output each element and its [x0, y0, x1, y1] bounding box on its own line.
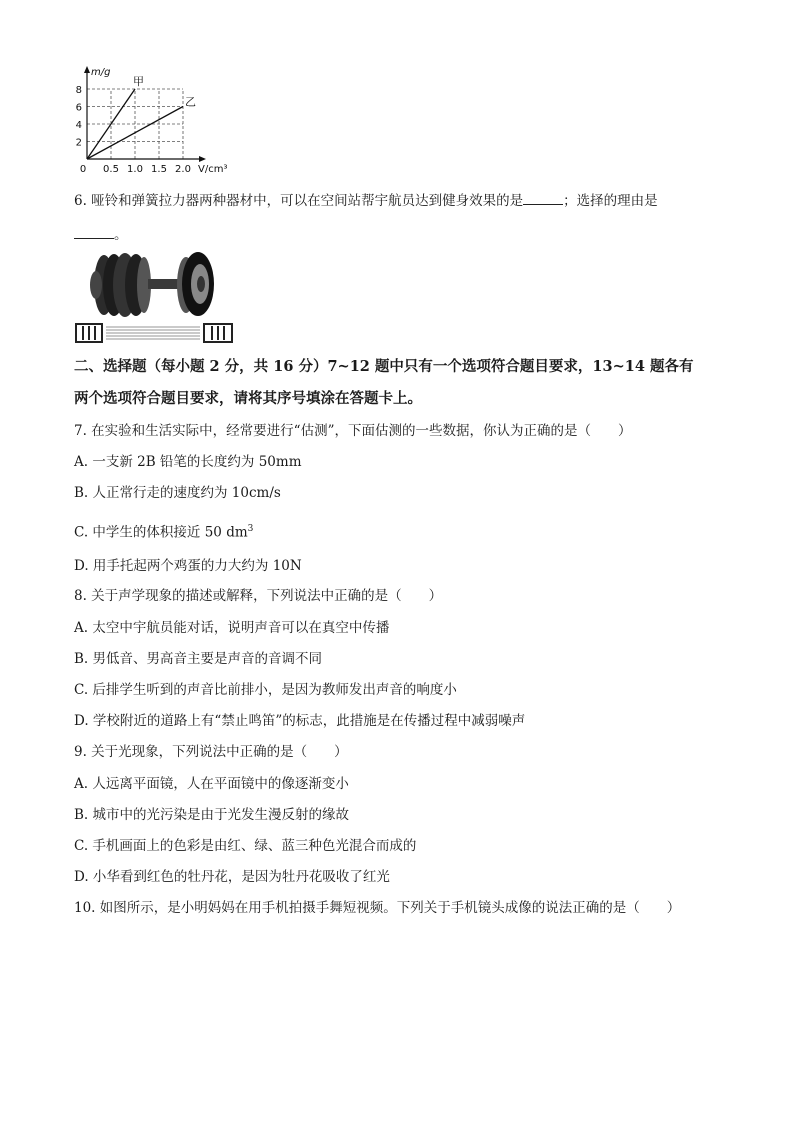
question-9-option-b: B. 城市中的光污染是由于光发生漫反射的缘故	[74, 807, 350, 823]
chart-x-tick-label: 0	[79, 164, 87, 175]
chart-x-axis-label: V/cm³	[198, 164, 228, 175]
chart-x-axis-arrow	[199, 156, 206, 162]
question-7-option-b: B. 人正常行走的速度约为 10cm/s	[74, 485, 281, 501]
question-7-option-d: D. 用手托起两个鸡蛋的力大约为 10N	[74, 558, 302, 574]
question-8-option-a: A. 太空中宇航员能对话，说明声音可以在真空中传播	[74, 620, 390, 636]
section-2-heading-line-1: 二、选择题（每小题 2 分，共 16 分）7~12 题中只有一个选项符合题目要求，13~14 题各有	[74, 358, 694, 375]
chart-y-axis-label: m/g	[91, 67, 111, 78]
question-9-option-d: D. 小华看到红色的牡丹花，是因为牡丹花吸收了红光	[74, 869, 390, 885]
chart-grid	[87, 89, 183, 159]
question-6-line-2	[74, 226, 128, 244]
dumbbell-handle	[148, 279, 178, 289]
chart-x-tick-label: 2.0	[175, 164, 191, 175]
question-7-option-c-text: C. 中学生的体积接近 50 dm	[74, 524, 248, 541]
cube-superscript: 3	[247, 524, 254, 534]
chart-y-tick-label: 8	[75, 85, 82, 96]
dumbbell-left-plates	[90, 253, 151, 317]
chart-y-tick-label: 2	[75, 137, 82, 149]
question-8-stem: 8. 关于声学现象的描述或解释，下列说法中正确的是（ ）	[74, 588, 443, 604]
chart-series-label-2: 乙	[185, 95, 196, 109]
question-8-option-d: D. 学校附近的道路上有“禁止鸣笛”的标志，此措施是在传播过程中减弱噪声	[74, 713, 526, 729]
chart-y-axis-arrow	[84, 66, 90, 73]
question-7-stem: 7. 在实验和生活实际中，经常要进行“估测”，下面估测的一些数据，你认为正确的是（ ）	[74, 423, 632, 439]
mass-volume-chart	[70, 62, 240, 180]
question-7-option-a: A. 一支新 2B 铅笔的长度约为 50mm	[74, 454, 302, 470]
chart-series-label-1: 甲	[133, 75, 144, 88]
chart-y-tick-label: 4	[75, 120, 82, 131]
dumbbell-right-plates	[177, 252, 214, 316]
dumbbell-and-spring-expander-image	[74, 248, 244, 344]
chart-y-tick-label: 6	[75, 102, 82, 114]
question-9-option-a: A. 人远离平面镜，人在平面镜中的像逐渐变小	[74, 776, 349, 792]
question-6-text-a: 6. 哑铃和弹簧拉力器两种器材中，可以在空间站帮宇航员达到健身效果的是	[74, 193, 524, 209]
question-7-option-c	[74, 520, 253, 542]
question-9-option-c: C. 手机画面上的色彩是由红、绿、蓝三种色光混合而成的	[74, 838, 417, 854]
answer-blank-2[interactable]	[74, 226, 114, 239]
question-6-text-b: ；选择的理由是	[563, 193, 658, 209]
question-6-line-1	[74, 192, 658, 210]
spring-coils	[106, 327, 200, 339]
section-2-heading-line-2: 两个选项符合题目要求，请将其序号填涂在答题卡上。	[74, 390, 422, 407]
question-10-stem: 10. 如图所示，是小明妈妈在用手机拍摄手舞短视频。下列关于手机镜头成像的说法正确的是（ ）	[74, 900, 681, 916]
question-8-option-c: C. 后排学生听到的声音比前排小，是因为教师发出声音的响度小	[74, 682, 457, 698]
chart-x-tick-label: 0.5	[103, 164, 119, 175]
question-6-text-c: 。	[114, 227, 128, 243]
question-8-option-b: B. 男低音、男高音主要是声音的音调不同	[74, 651, 323, 667]
answer-blank-1[interactable]	[523, 192, 563, 205]
chart-x-tick-label: 1.5	[151, 164, 167, 175]
chart-x-tick-label: 1.0	[127, 164, 143, 175]
chart-axes	[84, 66, 206, 162]
question-9-stem: 9. 关于光现象，下列说法中正确的是（ ）	[74, 744, 348, 760]
